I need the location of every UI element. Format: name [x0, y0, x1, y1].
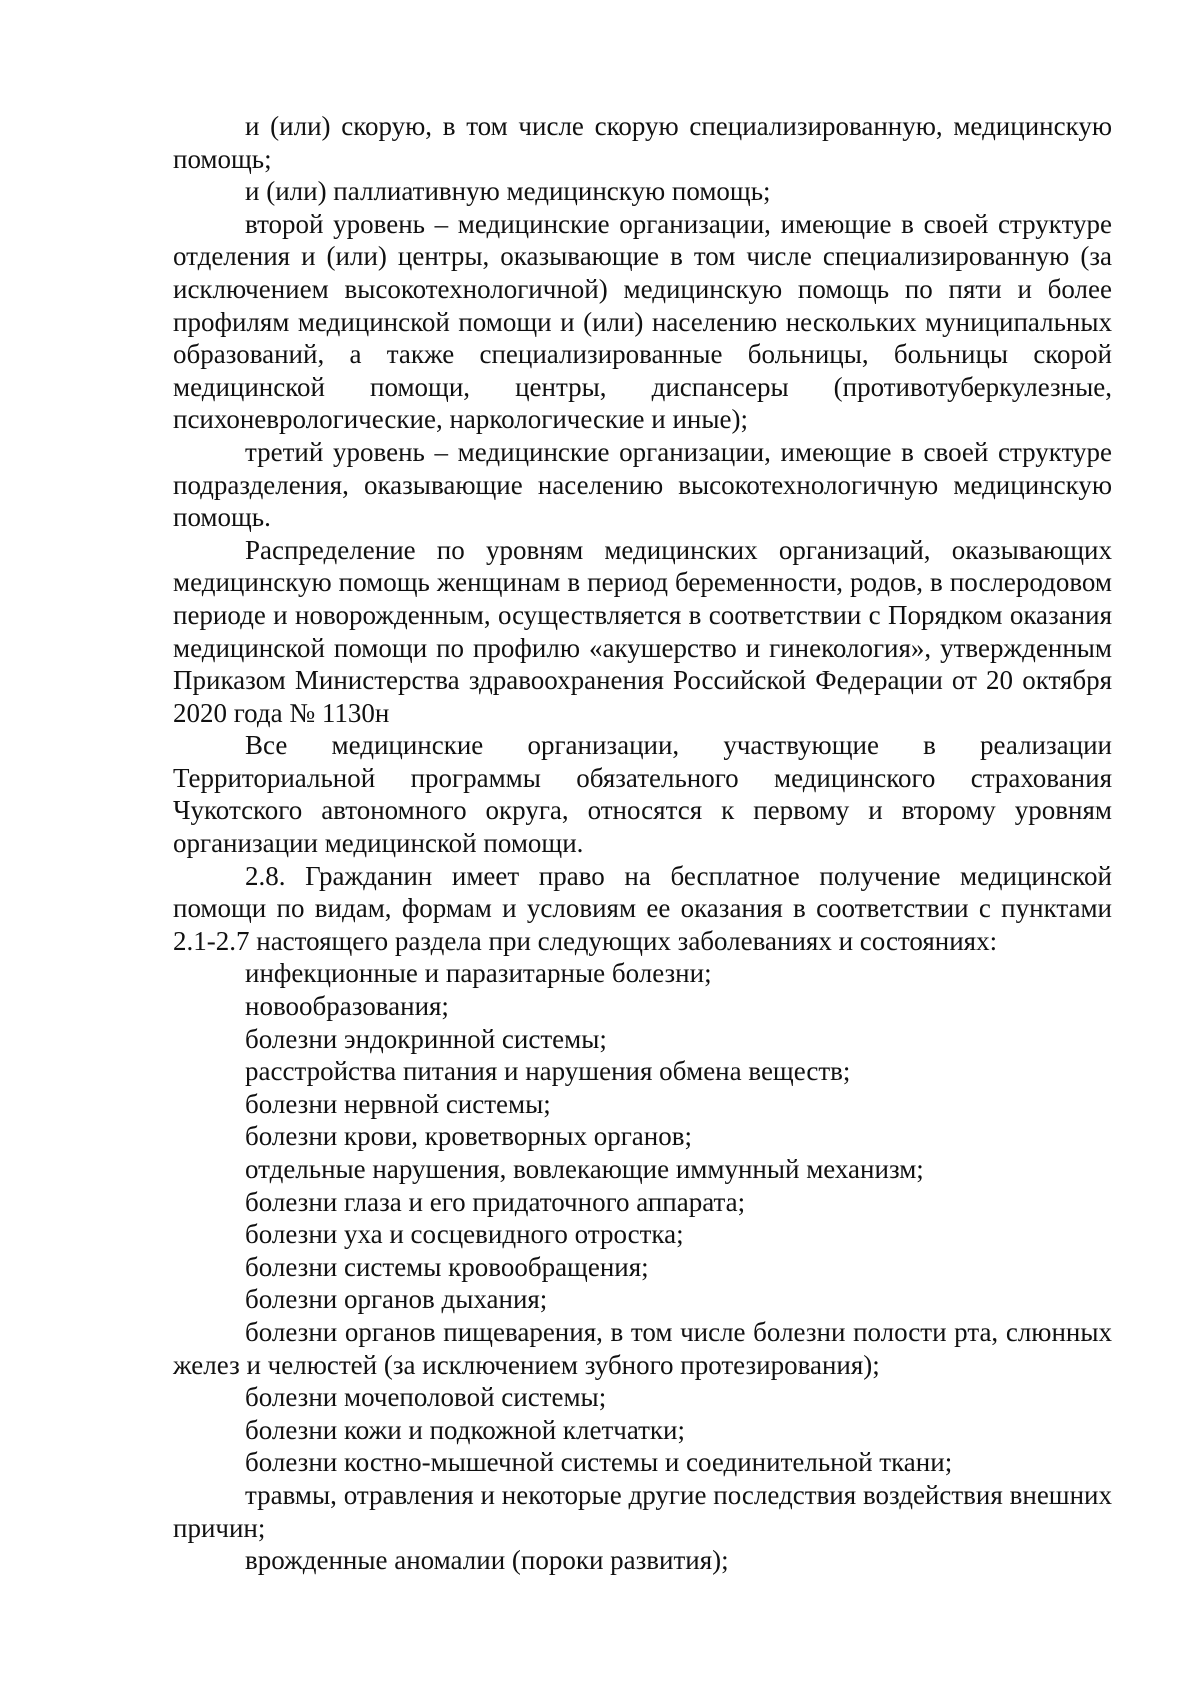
paragraph-ambulance-care: и (или) скорую, в том числе скорую специализированную, медицинскую помощь; — [173, 111, 1112, 174]
list-item-nervous: болезни нервной системы; — [245, 1088, 551, 1119]
paragraph-third-level: третий уровень – медицинские организации, имеющие в своей структуре подразделения, оказывающие населению высокотехнологичную медицинскую помощь. — [173, 436, 1112, 533]
list-item-ear: болезни уха и сосцевидного отростка; — [245, 1219, 684, 1250]
list-item-endocrine: болезни эндокринной системы; — [245, 1023, 607, 1054]
list-item-infectious: инфекционные и паразитарные болезни; — [245, 958, 712, 989]
paragraph-palliative-care: и (или) паллиативную медицинскую помощь; — [245, 176, 771, 207]
paragraph-second-level: второй уровень – медицинские организации, имеющие в своей структуре отделения и (или) центры, оказывающие в том числе специализированную (за исключением высокотехнологичной) медицинскую помощь по пяти и более профилям медицинской помощи и (или) населению нескольких муниципальных образований, а также специализированные больницы, больницы скорой медицинской помощи, центры, диспансеры (противотуберкулезные, психоневрологические, наркологические и иные); — [173, 208, 1112, 435]
list-item-digestive: болезни органов пищеварения, в том числе болезни полости рта, слюнных желез и челюстей (за исключением зубного протезирования); — [173, 1316, 1112, 1380]
list-item-nutrition-metabolism: расстройства питания и нарушения обмена веществ; — [245, 1056, 851, 1087]
paragraph-section-2-8: 2.8. Гражданин имеет право на бесплатное получение медицинской помощи по видам, формам и условиям ее оказания в соответствии с пунктами 2.1-2.7 настоящего раздела при следующих заболеваниях и состояниях: — [173, 860, 1112, 956]
paragraph-all-organizations: Все медицинские организации, участвующие в реализации Территориальной программы обязательного медицинского страхования Чукотского автономного округа, относятся к первому и второму уровням организации медицинской помощи. — [173, 730, 1112, 859]
list-item-musculoskeletal: болезни костно-мышечной системы и соединительной ткани; — [245, 1447, 953, 1478]
list-item-respiratory: болезни органов дыхания; — [245, 1284, 548, 1315]
list-item-genitourinary: болезни мочеполовой системы; — [245, 1382, 607, 1413]
list-item-injuries: травмы, отравления и некоторые другие последствия воздействия внешних причин; — [173, 1479, 1112, 1543]
list-item-eye: болезни глаза и его придаточного аппарата; — [245, 1186, 746, 1217]
list-item-skin: болезни кожи и подкожной клетчатки; — [245, 1414, 686, 1445]
list-item-neoplasms: новообразования; — [245, 991, 449, 1022]
document-body — [173, 110, 1112, 1577]
list-item-immune: отдельные нарушения, вовлекающие иммунный механизм; — [245, 1154, 924, 1184]
list-item-blood: болезни крови, кроветворных органов; — [245, 1121, 692, 1152]
paragraph-distribution-women: Распределение по уровням медицинских организаций, оказывающих медицинскую помощь женщинам в период беременности, родов, в послеродовом периоде и новорожденным, осуществляется в соответствии с Порядком оказания медицинской помощи по профилю «акушерство и гинекология», утвержденным Приказом Министерства здравоохранения Российской Федерации от 20 октября 2020 года № 1130н — [173, 534, 1112, 728]
list-item-circulatory: болезни системы кровообращения; — [245, 1251, 649, 1282]
list-item-congenital: врожденные аномалии (пороки развития); — [245, 1545, 729, 1576]
